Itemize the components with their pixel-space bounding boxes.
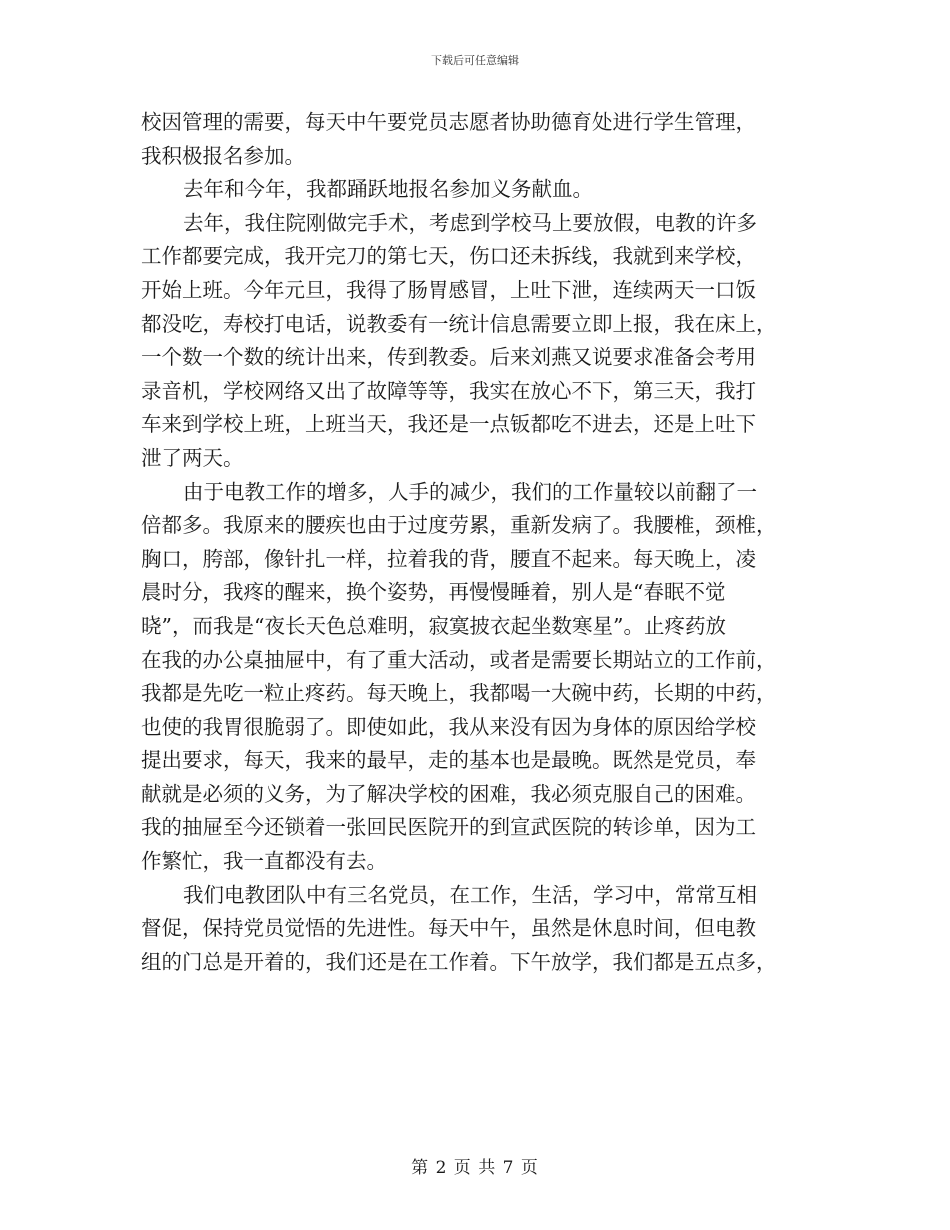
page-number-footer: 第 2 页 共 7 页 (411, 1158, 539, 1178)
text-line: 提出要求，每天，我来的最早，走的基本也是最晚。既然是党员，奉 (141, 748, 756, 773)
text-line: 工作都要完成，我开完刀的第七天，伤口还未拆线，我就到来学校， (141, 244, 756, 269)
text-line: 组的门总是开着的，我们还是在工作着。下午放学，我们都是五点多， (141, 949, 777, 974)
text-line: 都没吃，寿校打电话，说教委有一统计信息需要立即上报，我在床上， (141, 311, 777, 336)
text-line: 晨时分，我疼的醒来，换个姿势，再慢慢睡着，别人是“春眠不觉 (141, 580, 726, 605)
text-line: 开始上班。今年元旦，我得了肠胃感冒，上吐下泄，连续两天一口饭 (141, 277, 756, 302)
text-line: 一个数一个数的统计出来，传到教委。后来刘燕又说要求准备会考用 (141, 345, 756, 370)
text-line: 我的抽屉至今还锁着一张回民医院开的到宣武医院的转诊单，因为工 (141, 815, 756, 840)
text-line: 胸口，胯部，像针扎一样，拉着我的背，腰直不起来。每天晚上，凌 (141, 546, 756, 571)
document-body (141, 106, 813, 979)
text-line: 在我的办公桌抽屉中，有了重大活动，或者是需要长期站立的工作前， (141, 647, 777, 672)
text-line: 校因管理的需要，每天中午要党员志愿者协助德育处进行学生管理， (141, 110, 756, 134)
text-line: 我都是先吃一粒止疼药。每天晚上，我都喝一大碗中药，长期的中药， (141, 681, 777, 706)
text-line: 由于电教工作的增多，人手的减少，我们的工作量较以前翻了一 (183, 479, 757, 504)
text-line: 去年，我住院刚做完手术，考虑到学校马上要放假，电教的许多 (183, 210, 757, 235)
header-note: 下载后可任意编辑 (431, 54, 519, 67)
text-line: 录音机，学校网络又出了故障等等，我实在放心不下，第三天，我打 (141, 378, 756, 403)
text-line: 作繁忙，我一直都没有去。 (141, 849, 387, 874)
text-line: 我积极报名参加。 (141, 143, 305, 168)
text-line: 晓”，而我是“夜长天色总难明，寂寞披衣起坐数寒星”。止疼药放 (141, 613, 726, 638)
text-line: 去年和今年，我都踊跃地报名参加义务献血。 (183, 177, 593, 202)
text-line: 督促，保持党员觉悟的先进性。每天中午，虽然是休息时间，但电教 (141, 916, 756, 941)
text-line: 献就是必须的义务，为了解决学校的困难，我必须克服自己的困难。 (141, 781, 756, 806)
text-line: 也使的我胃很脆弱了。即使如此，我从来没有因为身体的原因给学校 (141, 714, 756, 739)
text-line: 车来到学校上班，上班当天，我还是一点钣都吃不进去，还是上吐下 (141, 412, 756, 437)
text-line: 倍都多。我原来的腰疾也由于过度劳累，重新发病了。我腰椎，颈椎， (141, 513, 777, 538)
text-line: 泄了两天。 (141, 445, 244, 470)
text-line: 我们电教团队中有三名党员，在工作，生活，学习中，常常互相 (183, 882, 757, 907)
